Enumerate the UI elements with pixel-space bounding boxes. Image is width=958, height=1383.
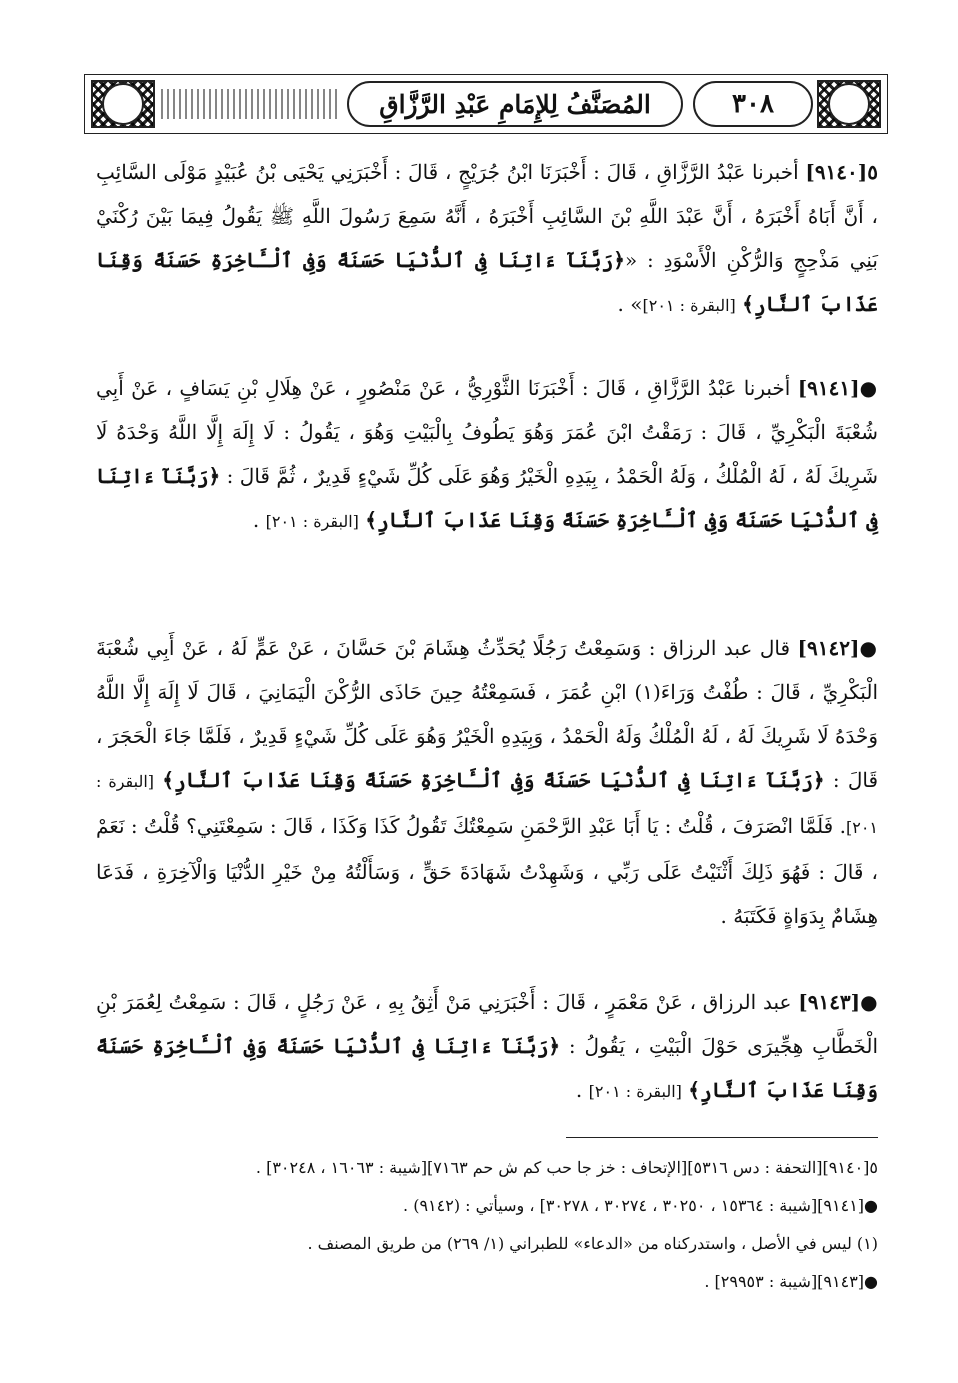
hadith-marker: ٥ <box>867 160 878 184</box>
footnote: ٥[٩١٤٠][التحفة : دس ٥٣١٦][الإتحاف : خز جا حب كم ش حم ٧١٦٣][شيبة : ١٦٠٦٣ ، ٣٠٢٤٨] . <box>255 1158 878 1177</box>
hadith-9143 <box>96 980 878 1114</box>
hadith-tail: » . <box>617 292 643 316</box>
footnote: (١) ليس في الأصل ، واستدركناه من «الدعاء» للطبراني (١/ ٢٦٩) من طريق المصنف . <box>307 1234 878 1253</box>
quran-verse: ﴿رَبَّنَآ ءَاتِنَا فِى ٱلدُّنْيَا حَسَنَةً وَفِى ٱلْـَٔاخِرَةِ حَسَنَةً وَقِنَا عَذَابَ ٱلنَّارِ﴾ <box>96 248 878 316</box>
hadith-9140 <box>96 150 878 328</box>
hadith-text: أخبرنا عَبْدُ الرَّزَّاقِ ، قَالَ : أَخْبَرَنَا الثَّوْرِيُّ ، عَنْ مَنْصُورٍ ، عَنْ هِلَالِ بْنِ يَسَافٍ ، عَنْ أَبِي شُعْبَةَ الْبَكْرِيِّ ، قَالَ : رَمَقْتُ ابْنَ عُمَرَ وَهُوَ يَطُوفُ بِالْبَيْتِ وَهُوَ ، يَقُولُ : لَا إِلَهَ إِلَّا اللَّهُ وَحْدَهُ لَا شَرِيكَ لَهُ ، لَهُ الْمُلْكُ ، وَلَهُ الْحَمْدُ ، بِيَدِهِ الْخَيْرُ وَهُوَ عَلَى كُلِّ شَيْءٍ قَدِيرٌ ، ثُمَّ قَالَ : <box>96 376 878 488</box>
verse-reference: [البقرة : ٢٠١] <box>642 296 736 315</box>
hadith-number: [٩١٤٣] <box>798 990 861 1014</box>
hadith-text: أخبرنا عَبْدُ الرَّزَّاقِ ، قَالَ : أَخْبَرَنَا ابْنُ جُرَيْجٍ ، قَالَ : أَخْبَرَنِي يَحْيَى بْنُ عُبَيْدٍ مَوْلَى السَّائِبِ ، أَنَّ أَبَاهُ أَخْبَرَهُ ، أَنَّ عَبْدَ اللَّهِ بْنَ السَّائِبِ أَخْبَرَهُ ، أَنَّهُ سَمِعَ رَسُولَ اللَّهِ ﷺ يَقُولُ فِيمَا بَيْنَ رُكْنَيْ بَنِي مَذْحِجٍ وَالرُّكْنِ الْأَسْوَدِ : « <box>96 160 878 272</box>
footnote-divider <box>566 1137 878 1138</box>
hadith-tail: . <box>575 1078 583 1102</box>
hadith-marker: ● <box>859 376 879 400</box>
quran-verse: ﴿رَبَّنَآ ءَاتِنَا فِى ٱلدُّنْيَا حَسَنَةً وَفِى ٱلْـَٔاخِرَةِ حَسَنَةً وَقِنَا عَذَابَ ٱلنَّارِ﴾ <box>96 464 878 532</box>
hadith-number: [٩١٤٠] <box>805 160 868 184</box>
hadith-9141 <box>96 366 878 544</box>
hadith-number: [٩١٤٢] <box>797 636 860 660</box>
hadith-marker: ● <box>860 990 879 1014</box>
header-pattern <box>161 89 341 119</box>
book-seal-logo <box>102 83 144 125</box>
hadith-text: عبد الرزاق ، عَنْ مَعْمَرٍ ، قَالَ : أَخْبَرَنِي مَنْ أَثِقُ بِهِ ، عَنْ رَجُلٍ ، قَالَ : سَمِعْتُ لِعُمَرَ بْنِ الْخَطَّابِ هِجِّيرَى حَوْلَ الْبَيْتِ ، يَقُولُ : <box>96 990 878 1058</box>
hadith-text: قال عبد الرزاق : وَسَمِعْتُ رَجُلًا يُحَدِّثُ هِشَامَ بْنَ حَسَّانَ ، عَنْ عَمٍّ لَهُ ، عَنْ أَبِي شُعْبَةَ الْبَكْرِيِّ ، قَالَ : طُفْتُ وَرَاءَ(١) ابْنِ عُمَرَ ، فَسَمِعْتُهُ حِينَ حَاذَى الرُّكْنَ الْيَمَانِيَ ، قَالَ لَا إِلَهَ إِلَّا اللَّهُ وَحْدَهُ لَا شَرِيكَ لَهُ ، لَهُ الْمُلْكُ وَلَهُ الْحَمْدُ ، وَبِيَدِهِ الْخَيْرُ وَهُوَ عَلَى كُلِّ شَيْءٍ قَدِيرٌ ، فَلَمَّا جَاءَ الْحَجَرَ ، قَالَ : <box>96 636 879 792</box>
hadith-tail: . فَلَمَّا انْصَرَفَ ، قُلْتُ : يَا أَبَا عَبْدِ الرَّحْمَنِ سَمِعْتُكَ تَقُولُ كَذَا وَكَذَا ، قَالَ : سَمِعْتَنِي؟ قُلْتُ : نَعَمْ ، قَالَ : فَهُوَ ذَلِكَ أَثْنَيْتُ عَلَى رَبِّي ، وَشَهِدْتُ شَهَادَةَ حَقٍّ ، وَسَأَلْتُهُ مِنْ خَيْرِ الدُّنْيَا وَالْآخِرَةِ ، فَدَعَا هِشَامٌ بِدَوَاةٍ فَكَتَبَهُ . <box>96 814 878 928</box>
footnote: ●[٩١٤٣][شيبة : ٢٩٩٥٣] . <box>704 1272 878 1291</box>
quran-verse: ﴿رَبَّنَآ ءَاتِنَا فِى ٱلدُّنْيَا حَسَنَةً وَفِى ٱلْـَٔاخِرَةِ حَسَنَةً وَقِنَا عَذَابَ ٱلنَّارِ﴾ <box>96 1034 878 1102</box>
header-rosette-icon <box>828 83 870 125</box>
footnote: ●[٩١٤١][شيبة : ١٥٣٦٤ ، ٣٠٢٥٠ ، ٣٠٢٧٤ ، ٣٠٢٧٨] ، وسيأتي : (٩١٤٢) . <box>403 1196 878 1215</box>
verse-reference: [البقرة : ٢٠١] <box>588 1082 682 1101</box>
quran-verse: ﴿رَبَّنَآ ءَاتِنَا فِى ٱلدُّنْيَا حَسَنَةً وَفِى ٱلْـَٔاخِرَةِ حَسَنَةً وَقِنَا عَذَابَ ٱلنَّارِ﴾ <box>162 768 825 792</box>
hadith-number: [٩١٤١] <box>797 376 860 400</box>
hadith-9142 <box>96 626 878 938</box>
verse-reference: [البقرة : ٢٠١] <box>96 772 878 837</box>
page-header <box>84 74 888 134</box>
hadith-marker: ● <box>859 636 879 660</box>
verse-reference: [البقرة : ٢٠١] <box>265 512 359 531</box>
hadith-tail: . <box>252 508 260 532</box>
book-title: المُصَنَّفُ لِلإِمَامِ عَبْدِ الرَّزَّاقِ <box>347 81 683 127</box>
page-number: ٣٠٨ <box>693 81 813 127</box>
